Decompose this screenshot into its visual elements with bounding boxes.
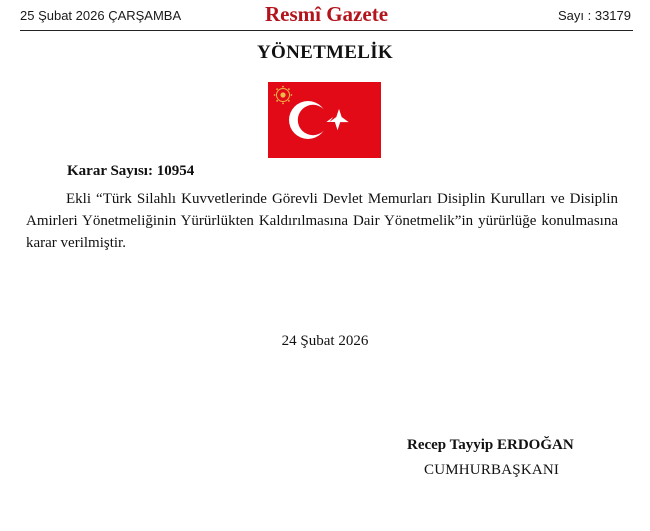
document-title: YÖNETMELİK	[256, 42, 394, 63]
issue-number: Sayı : 33179	[558, 8, 631, 23]
signer-name: Recep Tayyip ERDOĞAN	[407, 437, 574, 453]
header-date: 25 Şubat 2026 ÇARŞAMBA	[20, 8, 182, 23]
signer-title: CUMHURBAŞKANI	[424, 462, 560, 478]
signature-date: 24 Şubat 2026	[281, 333, 369, 349]
gazette-title: Resmî Gazete	[264, 2, 389, 26]
decision-body-text: Ekli “Türk Silahlı Kuvvetlerinde Görevli Devlet Memurları Disiplin Kurulları ve Disiplin Amirleri Yönetmeliğinin Yürürlükten Kaldırılmasına Dair Yönetmelik”in yürürlüğe konulmasına karar verilmiştir.	[26, 191, 618, 251]
presidential-emblem-icon	[274, 86, 293, 105]
turkish-flag-icon	[268, 82, 381, 158]
gazette-header	[20, 0, 633, 31]
decision-number: Karar Sayısı: 10954	[67, 163, 195, 179]
